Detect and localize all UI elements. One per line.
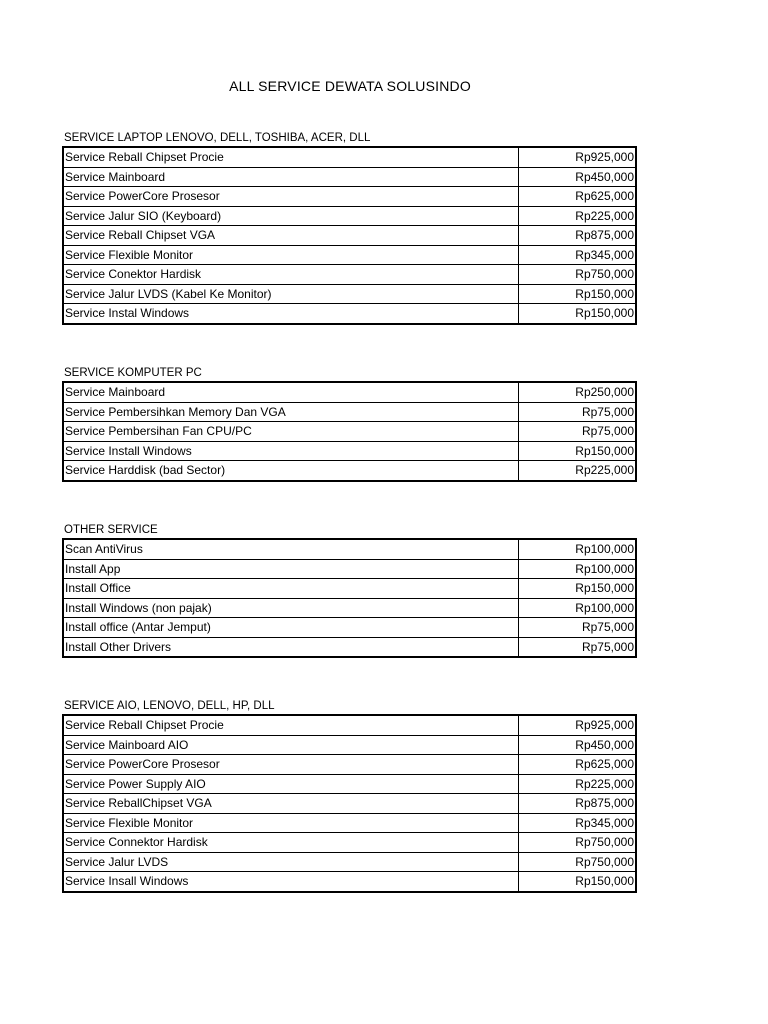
table-row [63, 735, 636, 755]
section-heading: SERVICE AIO, LENOVO, DELL, HP, DLL [64, 700, 275, 712]
page-title: ALL SERVICE DEWATA SOLUSINDO [229, 78, 471, 94]
section-pc-service [62, 365, 637, 482]
price-table-other [62, 538, 637, 658]
service-name: Service Jalur SIO (Keyboard) [63, 206, 519, 226]
service-name: Service Insall Windows [63, 872, 519, 892]
table-row [63, 167, 636, 187]
service-name: Service Reball Chipset Procie [63, 715, 519, 735]
service-name: Service Mainboard [63, 167, 519, 187]
service-name: Service Reball Chipset Procie [63, 147, 519, 167]
service-name: Service Jalur LVDS (Kabel Ke Monitor) [63, 284, 519, 304]
table-row [63, 813, 636, 833]
service-name: Service ReballChipset VGA [63, 794, 519, 814]
service-name: Service PowerCore Prosesor [63, 755, 519, 775]
service-name: Install office (Antar Jemput) [63, 618, 519, 638]
service-price: Rp100,000 [519, 539, 637, 559]
service-price: Rp150,000 [519, 304, 637, 324]
table-row [63, 422, 636, 442]
service-name: Install Other Drivers [63, 637, 519, 657]
service-price: Rp875,000 [519, 226, 637, 246]
table-row [63, 598, 636, 618]
table-row [63, 774, 636, 794]
service-price: Rp450,000 [519, 167, 637, 187]
service-price: Rp150,000 [519, 579, 637, 599]
service-name: Service Reball Chipset VGA [63, 226, 519, 246]
section-heading: SERVICE LAPTOP LENOVO, DELL, TOSHIBA, ACER, DLL [64, 132, 371, 144]
service-price: Rp450,000 [519, 735, 637, 755]
service-name: Service Pembersihan Fan CPU/PC [63, 422, 519, 442]
table-row [63, 226, 636, 246]
service-price: Rp225,000 [519, 774, 637, 794]
price-table-laptop [62, 146, 637, 325]
service-name: Install Office [63, 579, 519, 599]
service-price: Rp345,000 [519, 813, 637, 833]
service-price: Rp75,000 [519, 618, 637, 638]
service-price: Rp625,000 [519, 187, 637, 207]
service-name: Service Jalur LVDS [63, 852, 519, 872]
section-aio-service [62, 698, 637, 893]
table-row [63, 441, 636, 461]
table-row [63, 579, 636, 599]
service-price: Rp75,000 [519, 422, 637, 442]
service-name: Service PowerCore Prosesor [63, 187, 519, 207]
service-name: Service Instal Windows [63, 304, 519, 324]
service-name: Service Harddisk (bad Sector) [63, 461, 519, 481]
section-laptop-service [62, 130, 637, 325]
service-name: Service Conektor Hardisk [63, 265, 519, 285]
service-price: Rp100,000 [519, 598, 637, 618]
table-row [63, 304, 636, 324]
table-row [63, 637, 636, 657]
table-row [63, 206, 636, 226]
service-price: Rp150,000 [519, 872, 637, 892]
service-price: Rp875,000 [519, 794, 637, 814]
table-row [63, 715, 636, 735]
price-table-aio [62, 714, 637, 893]
service-price: Rp625,000 [519, 755, 637, 775]
table-row [63, 147, 636, 167]
section-heading: SERVICE KOMPUTER PC [64, 367, 202, 379]
service-price: Rp750,000 [519, 833, 637, 853]
table-row [63, 284, 636, 304]
table-row [63, 794, 636, 814]
service-name: Service Power Supply AIO [63, 774, 519, 794]
service-name: Scan AntiVirus [63, 539, 519, 559]
table-row [63, 539, 636, 559]
service-price: Rp345,000 [519, 245, 637, 265]
section-other-service [62, 522, 637, 658]
service-price: Rp75,000 [519, 637, 637, 657]
service-price: Rp750,000 [519, 265, 637, 285]
table-row [63, 833, 636, 853]
price-table-pc [62, 381, 637, 482]
service-price: Rp225,000 [519, 206, 637, 226]
table-row [63, 402, 636, 422]
service-price: Rp250,000 [519, 382, 637, 402]
table-row [63, 755, 636, 775]
table-row [63, 382, 636, 402]
service-name: Service Mainboard [63, 382, 519, 402]
table-row [63, 461, 636, 481]
service-price: Rp150,000 [519, 441, 637, 461]
service-name: Service Pembersihkan Memory Dan VGA [63, 402, 519, 422]
section-heading: OTHER SERVICE [64, 524, 158, 536]
service-price: Rp925,000 [519, 715, 637, 735]
table-row [63, 872, 636, 892]
table-row [63, 187, 636, 207]
table-row [63, 559, 636, 579]
service-price: Rp225,000 [519, 461, 637, 481]
service-name: Service Mainboard AIO [63, 735, 519, 755]
service-price: Rp750,000 [519, 852, 637, 872]
service-price: Rp100,000 [519, 559, 637, 579]
table-row [63, 852, 636, 872]
service-price: Rp150,000 [519, 284, 637, 304]
service-name: Install App [63, 559, 519, 579]
service-name: Install Windows (non pajak) [63, 598, 519, 618]
table-row [63, 245, 636, 265]
service-name: Service Install Windows [63, 441, 519, 461]
table-row [63, 265, 636, 285]
service-name: Service Connektor Hardisk [63, 833, 519, 853]
service-name: Service Flexible Monitor [63, 245, 519, 265]
table-row [63, 618, 636, 638]
service-price: Rp925,000 [519, 147, 637, 167]
service-price: Rp75,000 [519, 402, 637, 422]
service-name: Service Flexible Monitor [63, 813, 519, 833]
